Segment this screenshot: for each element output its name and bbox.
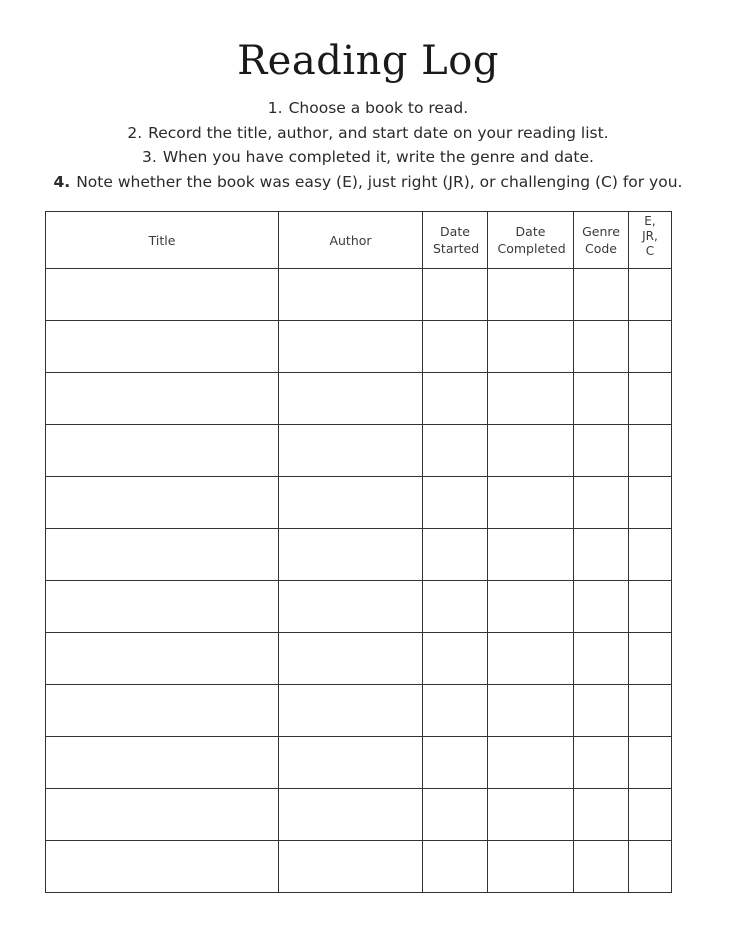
- cell-genre-code: [574, 373, 629, 425]
- cell-title: [46, 529, 279, 581]
- table-row: [46, 529, 672, 581]
- page-title: Reading Log: [237, 38, 499, 84]
- cell-author: [279, 581, 423, 633]
- cell-author: [279, 529, 423, 581]
- cell-date-started: [423, 321, 488, 373]
- table-row: [46, 373, 672, 425]
- table-row: [46, 269, 672, 321]
- cell-title: [46, 425, 279, 477]
- cell-date-started: [423, 633, 488, 685]
- cell-rating: [629, 373, 672, 425]
- table-row: [46, 321, 672, 373]
- cell-date-completed: [488, 841, 574, 893]
- cell-rating: [629, 685, 672, 737]
- cell-author: [279, 425, 423, 477]
- cell-date-completed: [488, 633, 574, 685]
- instruction-3-text: When you have completed it, write the genre and date.: [162, 148, 594, 166]
- instruction-4: [0, 170, 736, 195]
- instruction-1-number: 1.: [267, 99, 283, 117]
- cell-date-completed: [488, 373, 574, 425]
- cell-date-started: [423, 425, 488, 477]
- cell-rating: [629, 477, 672, 529]
- table-row: [46, 581, 672, 633]
- header-title: Title: [46, 212, 279, 269]
- cell-author: [279, 321, 423, 373]
- cell-date-started: [423, 581, 488, 633]
- cell-date-started: [423, 685, 488, 737]
- cell-rating: [629, 633, 672, 685]
- header-author: Author: [279, 212, 423, 269]
- reading-log-table: [45, 211, 672, 893]
- cell-rating: [629, 321, 672, 373]
- cell-rating: [629, 269, 672, 321]
- cell-date-completed: [488, 685, 574, 737]
- cell-date-started: [423, 841, 488, 893]
- cell-author: [279, 633, 423, 685]
- header-date-started: Date Started: [423, 212, 488, 269]
- cell-date-started: [423, 373, 488, 425]
- cell-date-completed: [488, 425, 574, 477]
- cell-rating: [629, 425, 672, 477]
- cell-genre-code: [574, 529, 629, 581]
- table-row: [46, 425, 672, 477]
- cell-date-completed: [488, 737, 574, 789]
- instruction-1-text: Choose a book to read.: [288, 99, 469, 117]
- table-row: [46, 685, 672, 737]
- cell-author: [279, 789, 423, 841]
- cell-title: [46, 477, 279, 529]
- cell-title: [46, 373, 279, 425]
- cell-author: [279, 841, 423, 893]
- cell-title: [46, 633, 279, 685]
- instruction-4-text: Note whether the book was easy (E), just right (JR), or challenging (C) for you.: [76, 172, 683, 191]
- cell-date-started: [423, 789, 488, 841]
- cell-date-completed: [488, 789, 574, 841]
- cell-title: [46, 737, 279, 789]
- cell-genre-code: [574, 477, 629, 529]
- cell-title: [46, 321, 279, 373]
- cell-author: [279, 477, 423, 529]
- table-row: [46, 841, 672, 893]
- cell-date-completed: [488, 269, 574, 321]
- cell-genre-code: [574, 321, 629, 373]
- instruction-4-number: 4.: [53, 172, 71, 191]
- cell-title: [46, 789, 279, 841]
- table-row: [46, 477, 672, 529]
- instruction-2-number: 2.: [127, 123, 143, 142]
- cell-title: [46, 841, 279, 893]
- instructions-list: [0, 96, 736, 194]
- cell-date-completed: [488, 529, 574, 581]
- cell-genre-code: [574, 737, 629, 789]
- cell-rating: [629, 789, 672, 841]
- cell-date-completed: [488, 321, 574, 373]
- instruction-1: [0, 96, 736, 121]
- header-rating: E, JR, C: [629, 212, 672, 269]
- cell-author: [279, 269, 423, 321]
- cell-author: [279, 373, 423, 425]
- header-genre-code: Genre Code: [574, 212, 629, 269]
- table-row: [46, 633, 672, 685]
- cell-date-completed: [488, 477, 574, 529]
- cell-genre-code: [574, 581, 629, 633]
- cell-title: [46, 685, 279, 737]
- table-body: [46, 269, 672, 893]
- cell-genre-code: [574, 633, 629, 685]
- cell-date-started: [423, 269, 488, 321]
- cell-rating: [629, 841, 672, 893]
- cell-rating: [629, 581, 672, 633]
- instruction-3: [0, 145, 736, 170]
- cell-genre-code: [574, 269, 629, 321]
- cell-date-completed: [488, 581, 574, 633]
- table-row: [46, 789, 672, 841]
- cell-rating: [629, 529, 672, 581]
- cell-title: [46, 269, 279, 321]
- cell-author: [279, 737, 423, 789]
- instruction-2-text: Record the title, author, and start date on your reading list.: [148, 123, 609, 142]
- cell-genre-code: [574, 425, 629, 477]
- cell-date-started: [423, 529, 488, 581]
- table-row: [46, 737, 672, 789]
- cell-genre-code: [574, 685, 629, 737]
- cell-rating: [629, 737, 672, 789]
- header-date-completed: Date Completed: [488, 212, 574, 269]
- cell-date-started: [423, 737, 488, 789]
- instruction-2: [0, 121, 736, 146]
- table-header-row: [46, 212, 672, 269]
- cell-genre-code: [574, 841, 629, 893]
- cell-author: [279, 685, 423, 737]
- cell-genre-code: [574, 789, 629, 841]
- cell-title: [46, 581, 279, 633]
- instruction-3-number: 3.: [142, 148, 157, 166]
- cell-date-started: [423, 477, 488, 529]
